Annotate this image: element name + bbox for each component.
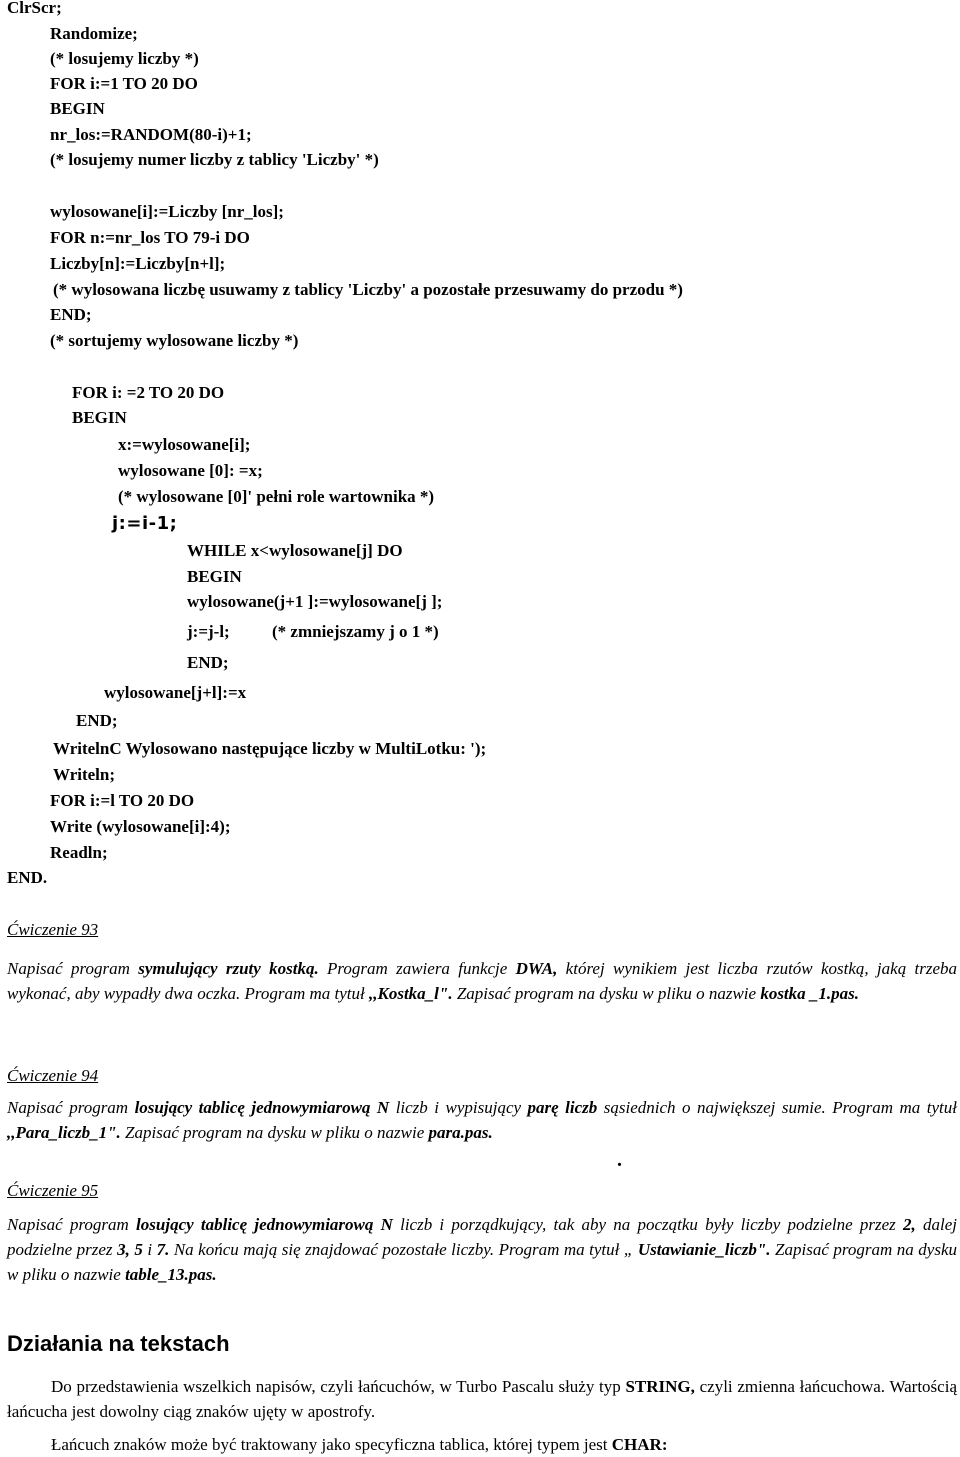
exercise-heading: Ćwiczenie 93 — [7, 920, 99, 939]
emphasis-text: CHAR: — [611, 1435, 668, 1454]
emphasis-text: STRING, — [625, 1377, 695, 1396]
code-line: wylosowane[j+l]:=x — [104, 683, 247, 702]
exercise-95 — [7, 1181, 957, 1287]
emphasis-text: losujący tablicę jednowymiarową N — [134, 1098, 390, 1117]
code-line: Randomize; — [50, 24, 138, 43]
exercise-heading: Ćwiczenie 94 — [7, 1066, 99, 1085]
text-run: Zapisać program na dysku w pliku o nazwie — [7, 1240, 957, 1284]
code-line: WHILE x<wylosowane[j] DO — [187, 541, 403, 560]
emphasis-text: ,,Kostka_l". — [368, 984, 453, 1003]
text-run: liczb i porządkujący, tak aby na początku były liczby podzielne przez — [392, 1215, 904, 1234]
emphasis-text: 7. — [156, 1240, 170, 1259]
exercise-heading: Ćwiczenie 95 — [7, 1181, 99, 1200]
code-line: x:=wylosowane[i]; — [118, 435, 251, 454]
emphasis-text: 3, 5 — [117, 1240, 143, 1259]
exercise-94 — [7, 1066, 957, 1145]
text-run: której wynikiem jest liczba rzutów kostką, jaką trzeba wykonać, aby wypadły dwa oczka. Program ma tytuł — [7, 959, 958, 1003]
code-line: wylosowane[i]:=Liczby [nr_los]; — [50, 202, 284, 221]
code-line: FOR n:=nr_los TO 79-i DO — [50, 228, 250, 247]
stray-dot: . — [617, 1149, 622, 1171]
exercise-text — [7, 956, 957, 1006]
text-run: czyli zmienna łańcuchowa. Wartością łańcucha jest dowolny ciąg znaków ujęty w apostrofy. — [7, 1377, 957, 1421]
body-paragraph — [7, 1374, 957, 1424]
text-run: i — [142, 1240, 157, 1259]
code-line: j:=i-1; — [112, 513, 178, 534]
code-line: wylosowane(j+1 ]:=wylosowane[j ]; — [187, 592, 443, 611]
exercise-93 — [7, 920, 957, 1006]
code-comment: (* losujemy numer liczby z tablicy 'Liczby' *) — [50, 150, 379, 169]
code-line: Writeln; — [53, 765, 116, 784]
text-run: Napisać program — [7, 1215, 137, 1234]
text-run: Zapisać program na dysku w pliku o nazwie — [120, 1123, 429, 1142]
text-run: Napisać program — [7, 1098, 135, 1117]
code-line: BEGIN — [72, 408, 127, 427]
emphasis-text: 2, — [903, 1215, 916, 1234]
text-run: Na końcu mają się znajdować pozostałe liczby. Program ma tytuł „ — [169, 1240, 638, 1259]
code-comment: (* losujemy liczby *) — [50, 49, 199, 68]
emphasis-text: ,,Para_liczb_1". — [7, 1123, 121, 1142]
emphasis-text: table_13.pas. — [125, 1265, 217, 1284]
text-run: Program zawiera funkcje — [318, 959, 516, 978]
code-line: BEGIN — [50, 99, 105, 118]
code-line: END; — [50, 305, 92, 324]
code-line: FOR i: =2 TO 20 DO — [72, 383, 225, 402]
emphasis-text: DWA, — [515, 959, 558, 978]
emphasis-text: losujący tablicę jednowymiarową N — [136, 1215, 393, 1234]
code-line: WritelnC Wylosowano następujące liczby w MultiLotku: '); — [53, 739, 487, 758]
text-run: dalej podzielne przez — [7, 1215, 957, 1259]
text-run: Do przedstawienia wszelkich napisów, czyli łańcuchów, w Turbo Pascalu służy typ — [51, 1377, 626, 1396]
code-comment: (* zmniejszamy j o 1 *) — [272, 622, 439, 641]
text-run: Łańcuch znaków może być traktowany jako specyficzna tablica, której typem jest — [51, 1435, 612, 1454]
code-line: Write (wylosowane[i]:4); — [50, 817, 231, 836]
code-line: j:=j-l; — [187, 622, 230, 641]
code-line: FOR i:=l TO 20 DO — [50, 791, 195, 810]
code-line: END; — [187, 653, 229, 672]
code-comment: (* wylosowane [0]' pełni role wartownika *) — [118, 487, 435, 506]
exercise-text — [7, 1095, 957, 1145]
emphasis-text: Ustawianie_liczb". — [637, 1240, 771, 1259]
exercise-text — [7, 1212, 957, 1287]
code-line: Liczby[n]:=Liczby[n+l]; — [50, 254, 226, 273]
code-line: BEGIN — [187, 567, 242, 586]
emphasis-text: symulujący rzuty kostką. — [138, 959, 319, 978]
text-run: Napisać program — [7, 959, 139, 978]
body-paragraph — [7, 1432, 957, 1457]
code-line: ClrScr; — [7, 0, 62, 17]
code-comment: (* wylosowana liczbę usuwamy z tablicy 'Liczby' a pozostałe przesuwamy do przodu *) — [53, 280, 683, 299]
section-title: Działania na tekstach — [7, 1331, 230, 1356]
emphasis-text: para.pas. — [428, 1123, 493, 1142]
emphasis-text: parę liczb — [527, 1098, 598, 1117]
text-run: liczb i wypisujący — [389, 1098, 528, 1117]
code-line: Readln; — [50, 843, 108, 862]
text-run: Zapisać program na dysku w pliku o nazwie — [452, 984, 761, 1003]
code-line: wylosowane [0]: =x; — [118, 461, 263, 480]
emphasis-text: kostka _1.pas. — [760, 984, 860, 1003]
code-comment: (* sortujemy wylosowane liczby *) — [50, 331, 299, 350]
code-line: FOR i:=1 TO 20 DO — [50, 74, 198, 93]
code-line: nr_los:=RANDOM(80-i)+1; — [50, 125, 252, 144]
code-line: END; — [76, 711, 118, 730]
code-line: END. — [7, 868, 48, 887]
text-run: sąsiednich o największej sumie. Program ma tytuł — [597, 1098, 957, 1117]
